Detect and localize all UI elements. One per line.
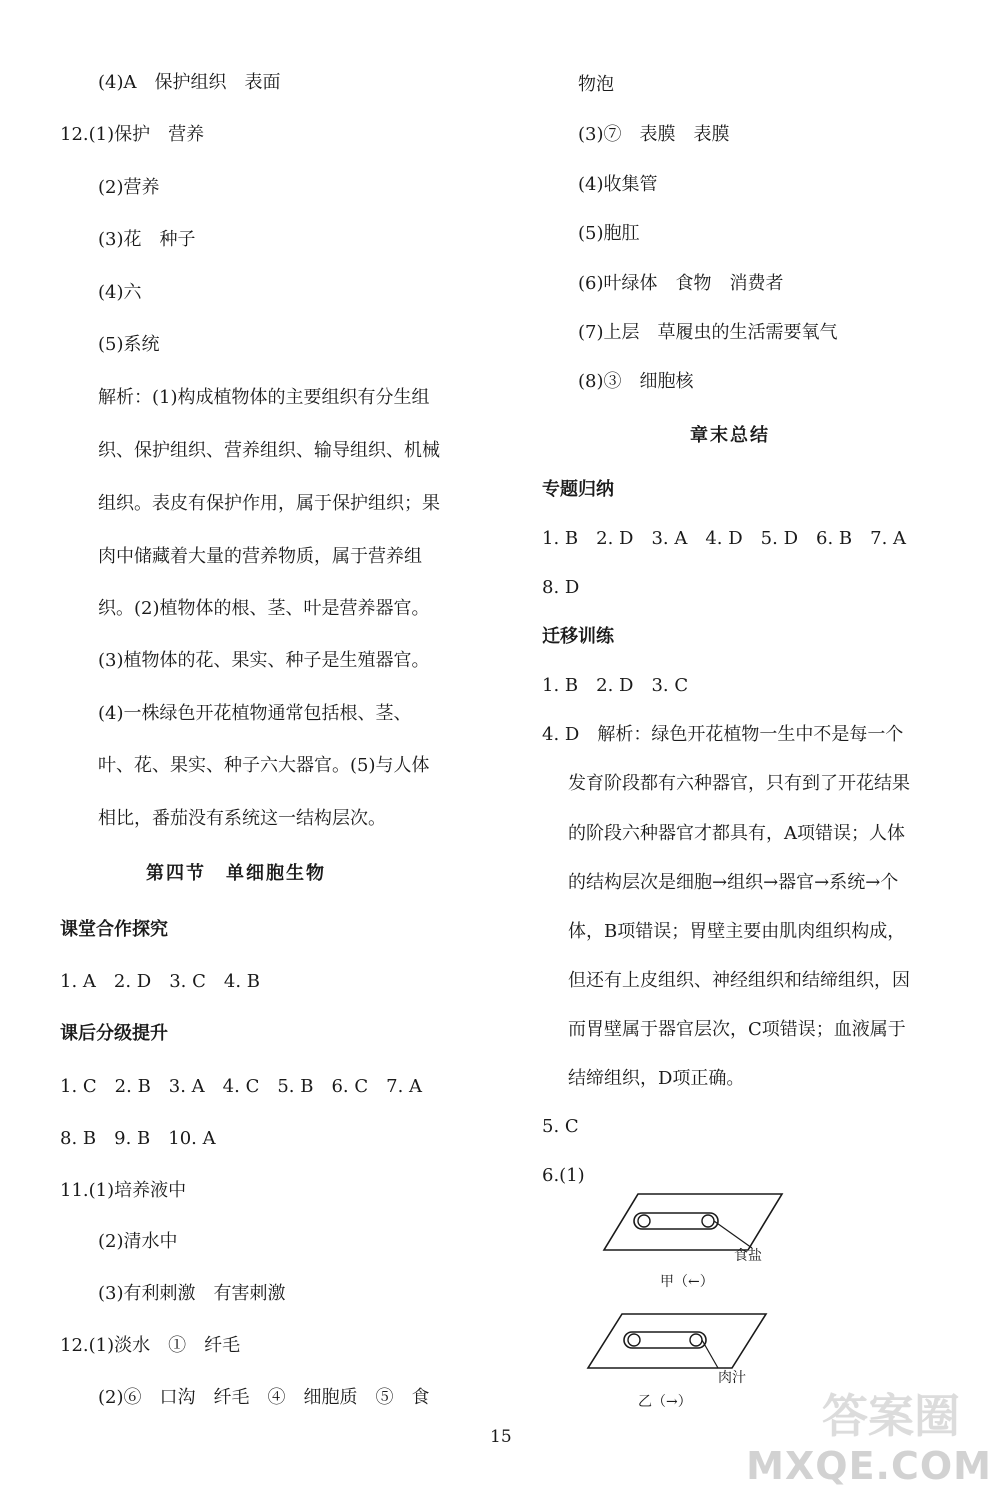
answer-line: (3)有利刺激 有害刺激 xyxy=(98,1283,286,1304)
drop-left-shape xyxy=(628,1334,640,1346)
explanation-line: 解析：(1)构成植物体的主要组织有分生组 xyxy=(98,387,430,408)
explanation-line: 组织。表皮有保护作用，属于保护组织；果 xyxy=(98,493,440,514)
explanation-line: 但还有上皮组织、神经组织和结缔组织，因 xyxy=(568,970,910,991)
page-number: 15 xyxy=(490,1427,512,1447)
drop-left-shape xyxy=(638,1215,650,1227)
explanation-line: 体，B项错误；胃壁主要由肌肉组织构成， xyxy=(568,921,906,942)
answer-line: 物泡 xyxy=(578,74,614,95)
subsection-heading: 课堂合作探究 xyxy=(60,919,168,940)
answer-line: (5)胞肛 xyxy=(578,223,640,244)
answer-line: 8. B 9. B 10. A xyxy=(60,1128,216,1149)
answer-line: 1. B 2. D 3. C xyxy=(542,675,689,696)
section-title: 第四节 单细胞生物 xyxy=(146,863,326,884)
answer-line: (7)上层 草履虫的生活需要氧气 xyxy=(578,322,838,343)
explanation-line: 的结构层次是细胞→组织→器官→系统→个 xyxy=(568,872,899,893)
explanation-line: 结缔组织，D项正确。 xyxy=(568,1068,745,1089)
section-title: 章末总结 xyxy=(690,425,770,446)
answer-line: (5)系统 xyxy=(98,334,160,355)
explanation-line: (4)一株绿色开花植物通常包括根、茎、 xyxy=(98,703,412,724)
watermark-text: MXQE.COM xyxy=(746,1444,992,1488)
drop-right-shape xyxy=(690,1334,702,1346)
answer-line: (3)⑦ 表膜 表膜 xyxy=(578,124,730,145)
pointer-line-shape xyxy=(702,1340,718,1368)
explanation-line: 的阶段六种器官才都具有，A项错误；人体 xyxy=(568,823,905,844)
caption-b: 乙（→） xyxy=(638,1394,692,1410)
answer-line: (2)清水中 xyxy=(98,1231,178,1252)
answer-line: (3)花 种子 xyxy=(98,229,196,250)
answer-line: 1. C 2. B 3. A 4. C 5. B 6. C 7. A xyxy=(60,1076,423,1097)
answer-line: (2)⑥ 口沟 纤毛 ④ 细胞质 ⑤ 食 xyxy=(98,1387,430,1408)
answer-line: (2)营养 xyxy=(98,177,160,198)
answer-line: 12.(1)淡水 ① 纤毛 xyxy=(60,1335,241,1356)
label-salt: 食盐 xyxy=(734,1248,762,1264)
subsection-heading: 迁移训练 xyxy=(542,626,614,647)
answer-line: 4. D 解析：绿色开花植物一生中不是每一个 xyxy=(542,724,904,745)
answer-line: 5. C xyxy=(542,1116,579,1137)
subsection-heading: 课后分级提升 xyxy=(60,1023,168,1044)
watermark-logo: 答案圈 xyxy=(822,1389,960,1443)
answer-line: (4)A 保护组织 表面 xyxy=(98,72,281,93)
explanation-line: 发育阶段都有六种器官，只有到了开花结果 xyxy=(568,773,910,794)
subsection-heading: 专题归纳 xyxy=(542,479,614,500)
drop-right-shape xyxy=(702,1215,714,1227)
answer-line: 1. A 2. D 3. C 4. B xyxy=(60,971,261,992)
explanation-line: 相比，番茄没有系统这一结构层次。 xyxy=(98,808,386,829)
caption-a: 甲（←） xyxy=(660,1274,714,1290)
answer-line: (4)六 xyxy=(98,282,142,303)
answer-line: (4)收集管 xyxy=(578,174,658,195)
answer-line: 12.(1)保护 营养 xyxy=(60,124,205,145)
explanation-line: 织、保护组织、营养组织、输导组织、机械 xyxy=(98,440,440,461)
explanation-line: 而胃壁属于器官层次，C项错误；血液属于 xyxy=(568,1019,906,1040)
glass-slide-shape xyxy=(604,1194,782,1250)
answer-line: 11.(1)培养液中 xyxy=(60,1180,187,1201)
answer-line: 1. B 2. D 3. A 4. D 5. D 6. B 7. A xyxy=(542,528,907,549)
explanation-line: 织。(2)植物体的根、茎、叶是营养器官。 xyxy=(98,598,430,619)
answer-line: 8. D xyxy=(542,577,580,598)
answer-line: 6.(1) xyxy=(542,1165,585,1186)
answer-line: (8)③ 细胞核 xyxy=(578,371,694,392)
answer-line: (6)叶绿体 食物 消费者 xyxy=(578,273,784,294)
explanation-line: 肉中储藏着大量的营养物质，属于营养组 xyxy=(98,546,422,567)
label-broth: 肉汁 xyxy=(718,1370,746,1386)
explanation-line: (3)植物体的花、果实、种子是生殖器官。 xyxy=(98,650,430,671)
explanation-line: 叶、花、果实、种子六大器官。(5)与人体 xyxy=(98,755,430,776)
glass-slide-shape xyxy=(588,1314,766,1368)
